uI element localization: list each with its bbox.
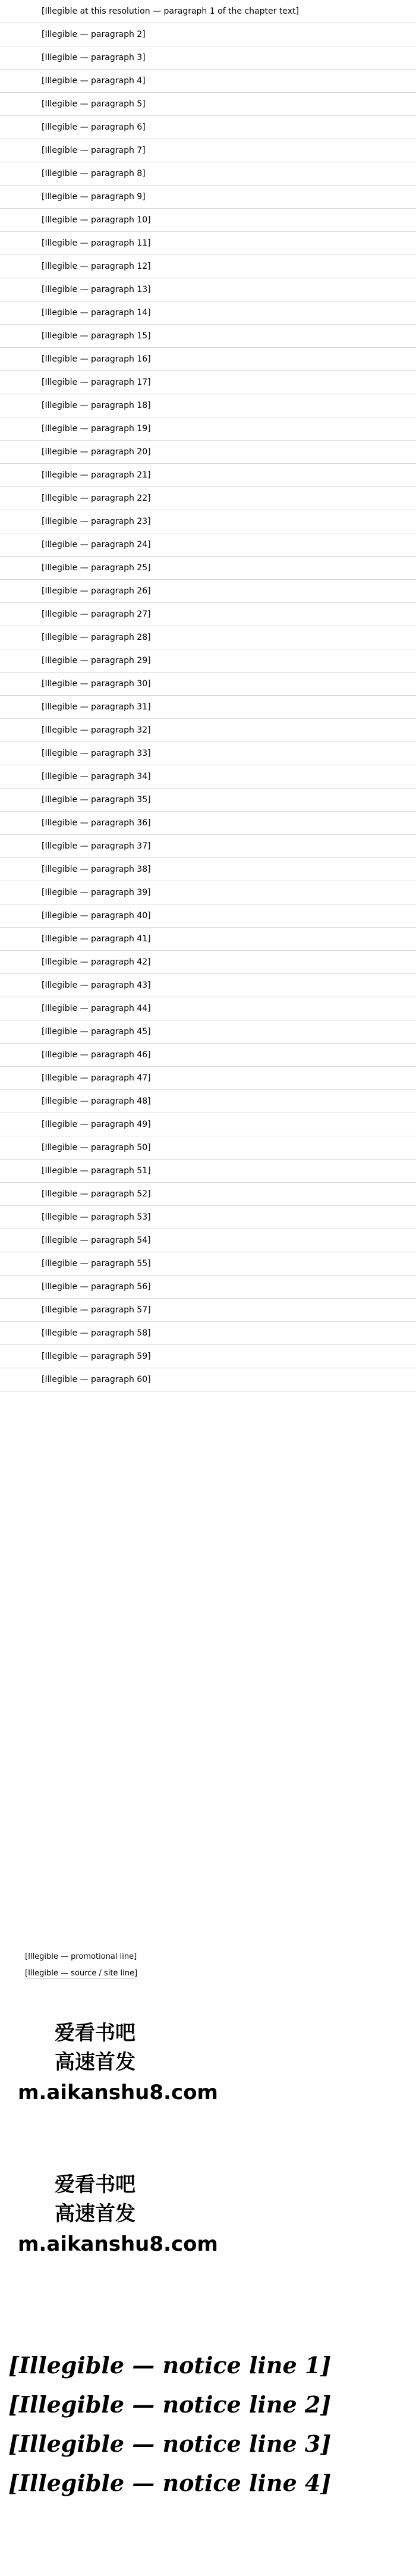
paragraph: [Illegible — paragraph 14] [0,301,416,325]
paragraph: [Illegible — paragraph 28] [0,626,416,649]
paragraph: [Illegible — paragraph 26] [0,580,416,603]
paragraph: [Illegible — paragraph 46] [0,1044,416,1067]
paragraph: [Illegible — paragraph 10] [0,209,416,232]
paragraph: [Illegible — paragraph 51] [0,1160,416,1183]
paragraph: [Illegible — paragraph 59] [0,1345,416,1368]
paragraph: [Illegible — paragraph 56] [0,1276,416,1299]
paragraph: [Illegible — paragraph 30] [0,673,416,696]
paragraph: [Illegible — paragraph 6] [0,116,416,139]
source-text: [Illegible — source / site line] [25,1969,138,1978]
paragraph: [Illegible — paragraph 2] [0,23,416,46]
paragraph: [Illegible — paragraph 7] [0,139,416,162]
paragraph: [Illegible — paragraph 17] [0,371,416,394]
paragraph: [Illegible — paragraph 35] [0,788,416,812]
paragraph: [Illegible — paragraph 24] [0,533,416,557]
paragraph: [Illegible — paragraph 20] [0,441,416,464]
paragraph: [Illegible — paragraph 32] [0,719,416,742]
paragraph: [Illegible — paragraph 31] [0,696,416,719]
promo-text: [Illegible — promotional line] [25,1952,137,1961]
logo-title: 爱看书吧 [55,2021,135,2045]
paragraph: [Illegible — paragraph 23] [0,510,416,533]
paragraph: [Illegible — paragraph 53] [0,1206,416,1229]
paragraph: [Illegible — paragraph 8] [0,162,416,186]
paragraph: [Illegible — paragraph 44] [0,997,416,1020]
paragraph: [Illegible — paragraph 27] [0,603,416,626]
site-logo-watermark [0,2019,416,2108]
paragraph: [Illegible — paragraph 22] [0,487,416,510]
paragraph: [Illegible — paragraph 48] [0,1090,416,1113]
paragraph: [Illegible — paragraph 38] [0,858,416,881]
notice-line: [Illegible — notice line 1] [8,2352,332,2379]
paragraph: [Illegible — paragraph 47] [0,1067,416,1090]
paragraph: [Illegible — paragraph 55] [0,1252,416,1276]
paragraph: [Illegible — paragraph 49] [0,1113,416,1136]
paragraph: [Illegible — paragraph 11] [0,232,416,255]
logo-url: m.aikanshu8.com [18,2232,218,2256]
paragraph: [Illegible — paragraph 50] [0,1136,416,1160]
paragraph: [Illegible — paragraph 60] [0,1368,416,1391]
paragraph: [Illegible — paragraph 36] [0,812,416,835]
paragraph: [Illegible — paragraph 34] [0,765,416,788]
paragraph: [Illegible — paragraph 45] [0,1020,416,1044]
paragraph: [Illegible — paragraph 15] [0,325,416,348]
paragraph: [Illegible at this resolution — paragraph 1 of the chapter text] [0,0,416,23]
paragraph: [Illegible — paragraph 4] [0,70,416,93]
site-notice [0,2346,416,2503]
logo-subtitle: 高速首发 [55,2050,135,2074]
paragraph: [Illegible — paragraph 21] [0,464,416,487]
logo-url: m.aikanshu8.com [18,2081,218,2104]
paragraph: [Illegible — paragraph 39] [0,881,416,904]
paragraph: [Illegible — paragraph 13] [0,278,416,301]
logo-title: 爱看书吧 [55,2173,135,2197]
paragraph: [Illegible — paragraph 54] [0,1229,416,1252]
paragraph: [Illegible — paragraph 29] [0,649,416,673]
paragraph: [Illegible — paragraph 42] [0,951,416,974]
paragraph: [Illegible — paragraph 33] [0,742,416,765]
paragraph: [Illegible — paragraph 25] [0,557,416,580]
paragraph: [Illegible — paragraph 43] [0,974,416,997]
promo-line [0,1950,416,1964]
site-logo-watermark [0,2170,416,2260]
paragraph: [Illegible — paragraph 12] [0,255,416,278]
paragraph: [Illegible — paragraph 52] [0,1183,416,1206]
paragraph: [Illegible — paragraph 18] [0,394,416,417]
paragraph: [Illegible — paragraph 57] [0,1299,416,1322]
paragraph: [Illegible — paragraph 16] [0,348,416,371]
notice-line: [Illegible — notice line 2] [8,2391,332,2418]
paragraph: [Illegible — paragraph 5] [0,93,416,116]
paragraph: [Illegible — paragraph 37] [0,835,416,858]
paragraph: [Illegible — paragraph 3] [0,46,416,70]
paragraph: [Illegible — paragraph 41] [0,928,416,951]
source-line [0,1967,416,1980]
notice-line: [Illegible — notice line 3] [8,2430,332,2457]
paragraph: [Illegible — paragraph 9] [0,186,416,209]
notice-line: [Illegible — notice line 4] [8,2470,332,2496]
paragraph: [Illegible — paragraph 40] [0,904,416,928]
paragraph: [Illegible — paragraph 19] [0,417,416,441]
paragraph: [Illegible — paragraph 58] [0,1322,416,1345]
logo-subtitle: 高速首发 [55,2202,135,2226]
